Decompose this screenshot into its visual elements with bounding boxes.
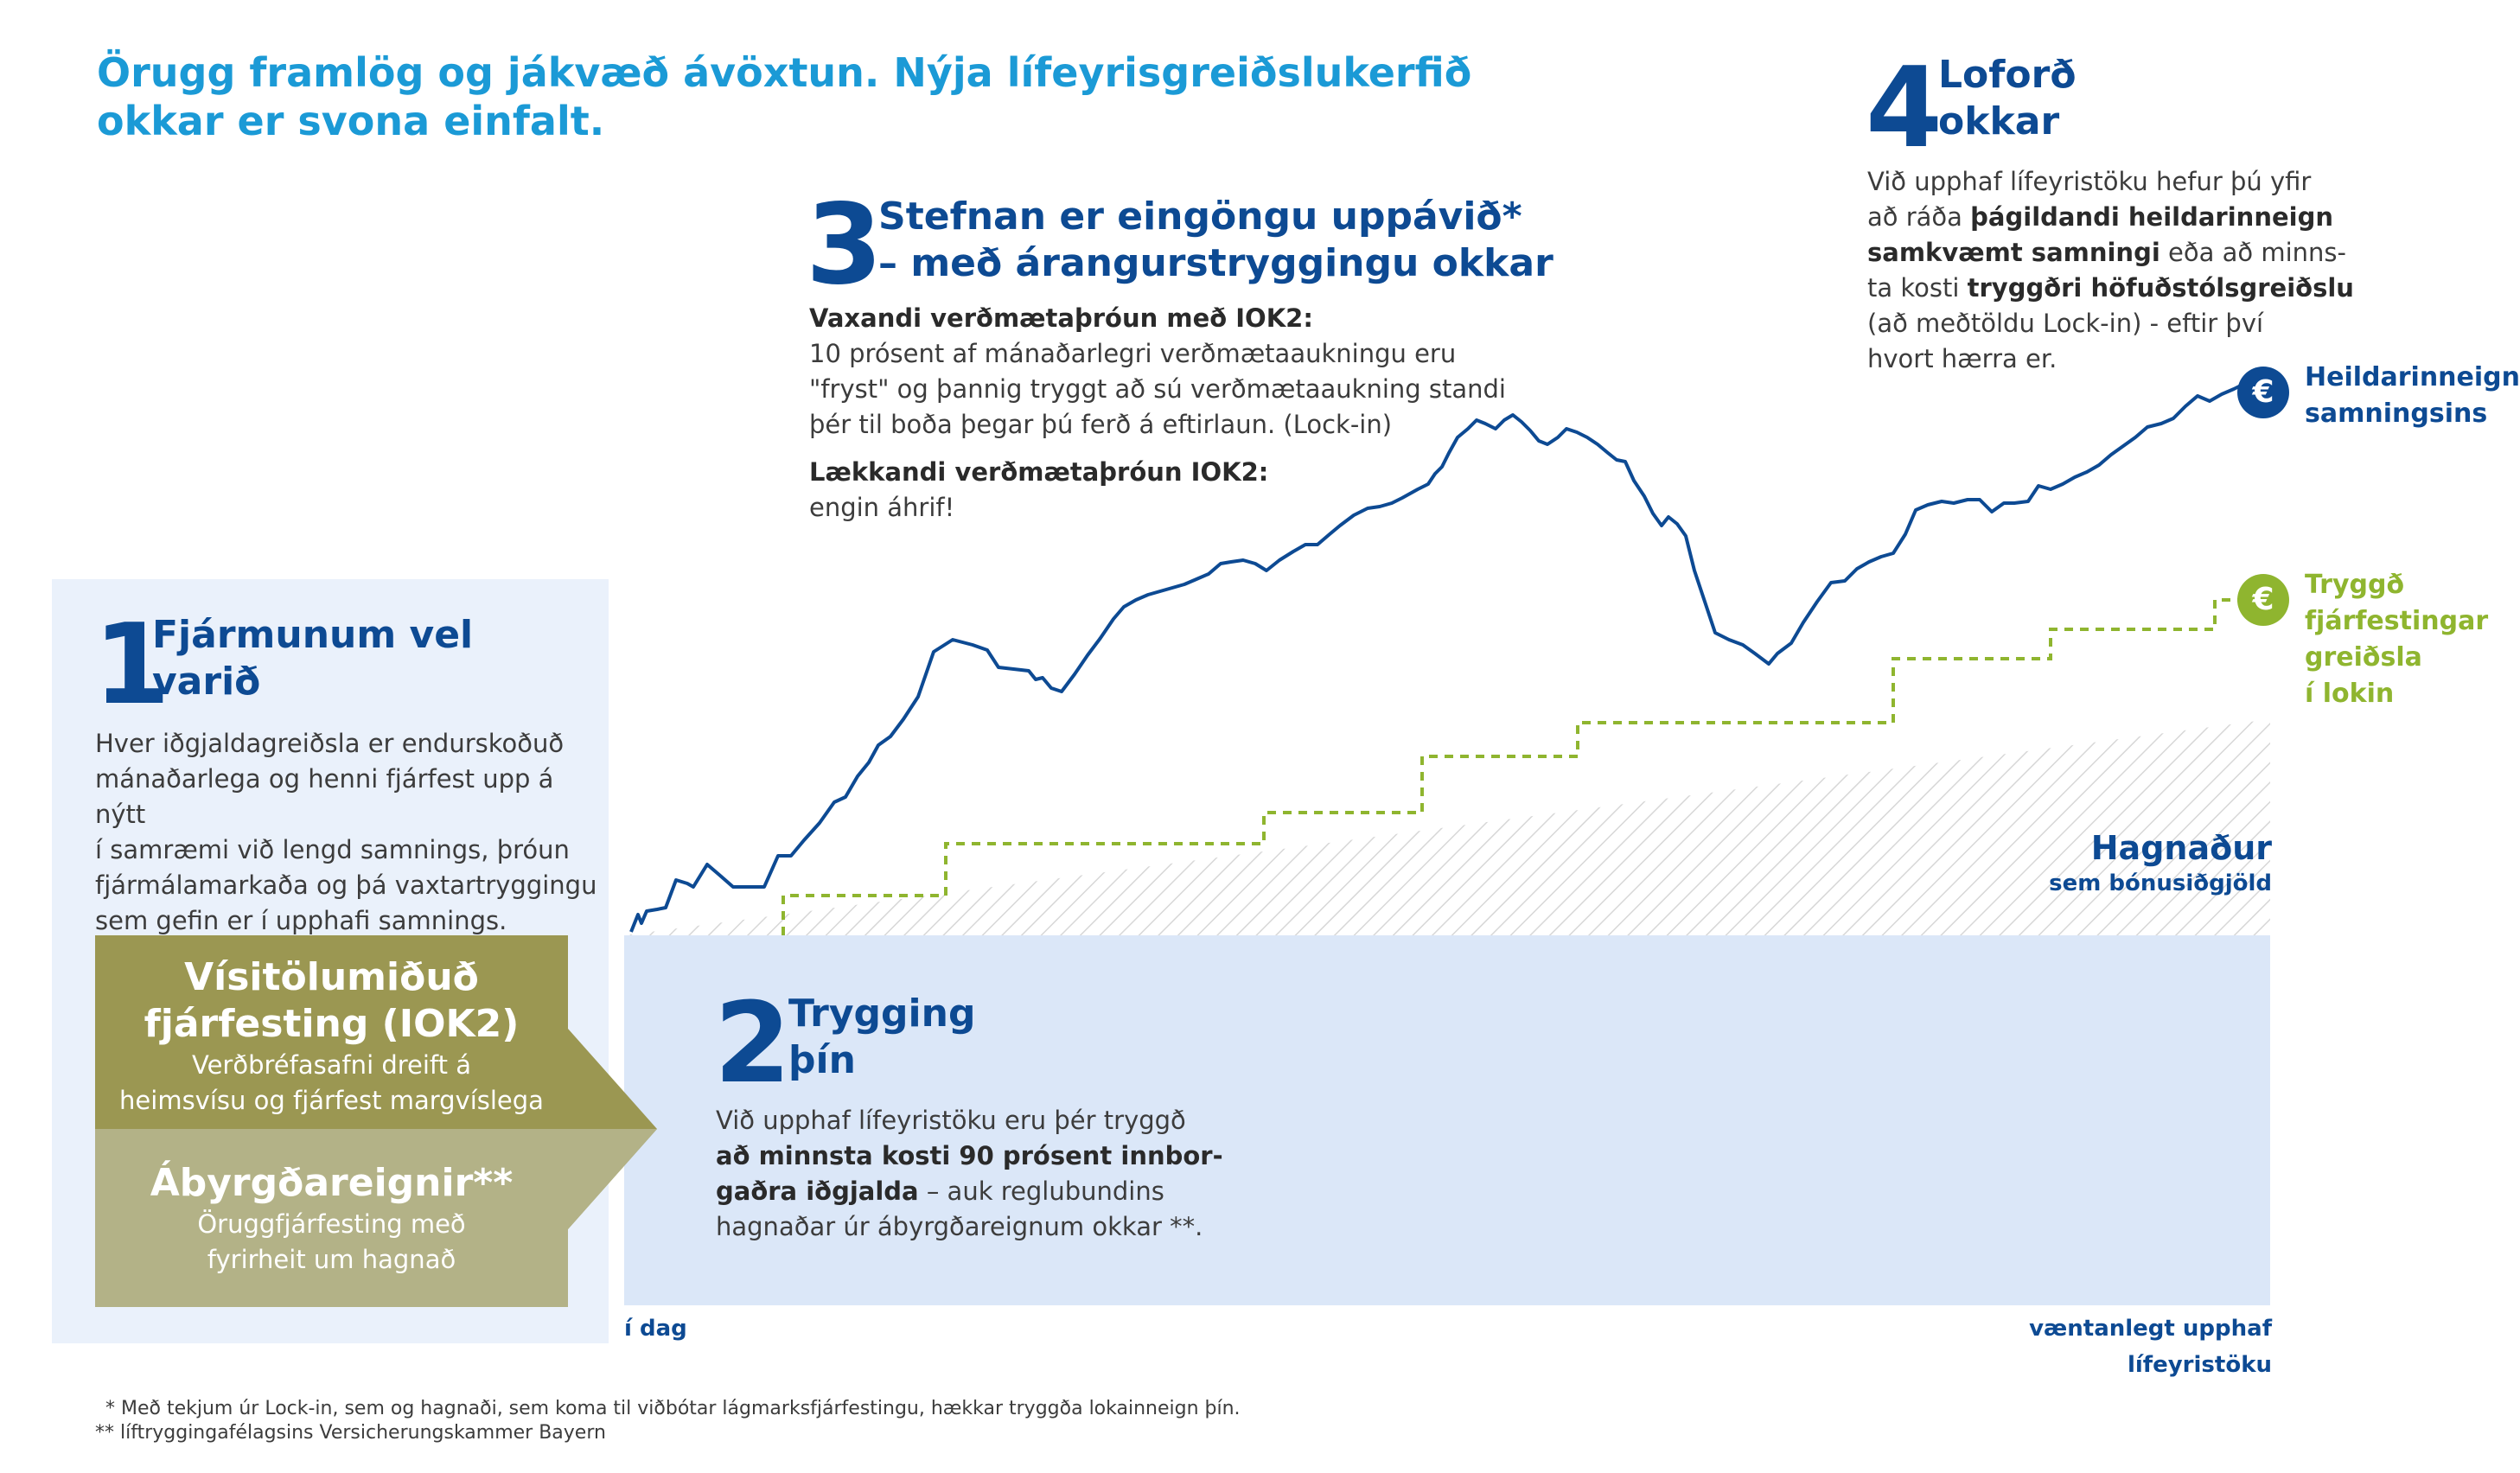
axis-start-label: í dag <box>624 1316 687 1342</box>
step4-number: 4 <box>1866 44 1943 173</box>
step4-heading: Loforð okkar <box>1938 53 2077 143</box>
euro-guaranteed-icon: € <box>2237 574 2289 626</box>
step4-text: Við upphaf lífeyristöku hefur þú yfir að ráða þágildandi heildarinneign samkvæmt samningi eða að minns- ta kosti tryggðri höfuðstólsgreiðslu (að meðtöldu Lock-in) - eftir því hvort hærra er. <box>1867 167 2354 373</box>
index-linked-investment-box: Vísitölumiðuð fjárfesting (IOK2) Verðbréfasafni dreift á heimsvísu og fjárfest margvíslega <box>95 935 568 1129</box>
page-title: Örugg framlög og jákvæð ávöxtun. Nýja lífeyrisgreiðslukerfið okkar er svona einfalt. <box>97 49 1472 144</box>
profit-label: Hagnaður sem bónusiðgjöld <box>2049 829 2272 896</box>
total-assets-label: Heildarinneign samningsins <box>2305 362 2520 429</box>
guaranteed-payment-label: Tryggð fjárfestingar greiðsla í lokin <box>2305 570 2489 709</box>
step3-heading: Stefnan er eingöngu uppávið* – með árangurstryggingu okkar <box>878 194 1553 285</box>
footnotes: * Með tekjum úr Lock-in, sem og hagnaði, sem koma til viðbótar lágmarksfjárfestingu, hækkar tryggða lokainneign þín. ** líftryggingafélagsins Versicherungskammer Bayern <box>95 1398 1241 1444</box>
guarantee-assets-box: Ábyrgðareignir** Öruggfjárfesting með fyrirheit um hagnað <box>95 1129 568 1307</box>
step2-heading: Trygging þín <box>788 992 976 1082</box>
step1-text: Hver iðgjaldagreiðsla er endurskoðuð mánaðarlega og henni fjárfest upp á nýtt í samræmi við lengd samnings, þróun fjármálamarkaða og þá vaxtartryggingu sem gefin er í upphafi samnings. <box>95 729 597 935</box>
step1-heading: Fjármunum vel varið <box>152 613 474 704</box>
axis-end-label: væntanlegt upphaf lífeyristöku <box>2029 1316 2272 1378</box>
step1-number: 1 <box>93 601 171 730</box>
step3-text: Vaxandi verðmætaþróun með IOK2: 10 prósent af mánaðarlegri verðmætaaukningu eru "fryst" og þannig tryggt að sú verðmætaaukning standi þér til boða þegar þú ferð á eftirlaun. (Lock-in) Lækkandi verðmætaþróun IOK2: engin áhrif! <box>809 303 1506 522</box>
euro-total-icon: € <box>2237 367 2289 418</box>
profit-hatch-area <box>624 719 2270 935</box>
step2-number: 2 <box>714 979 792 1108</box>
step2-text: Við upphaf lífeyristöku eru þér tryggð að minnsta kosti 90 prósent innbor- gaðra iðgjalda – auk reglubundins hagnaðar úr ábyrgðareignum okkar **. <box>716 1106 1223 1241</box>
step3-number: 3 <box>806 181 884 309</box>
